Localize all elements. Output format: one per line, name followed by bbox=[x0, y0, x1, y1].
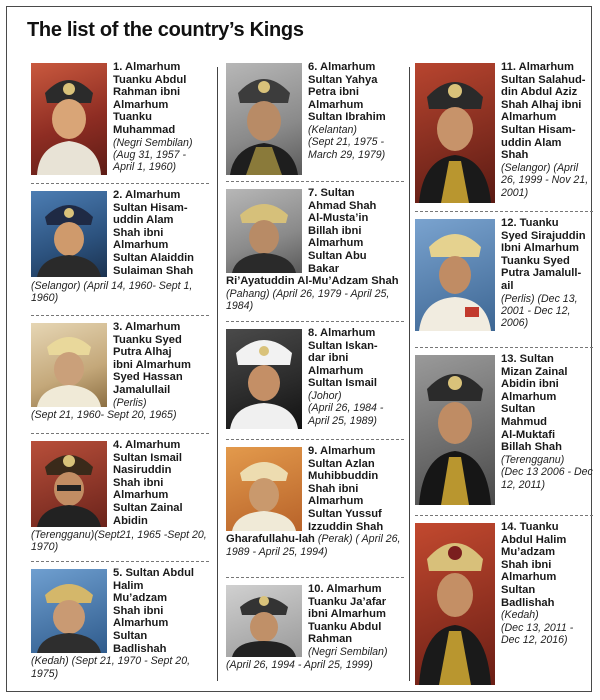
king-portrait-6 bbox=[226, 63, 302, 175]
portrait-illustration bbox=[31, 441, 107, 527]
king-portrait-5 bbox=[31, 569, 107, 653]
king-state: (Johor) bbox=[308, 389, 342, 402]
king-reign-dates: (Dec 13 2006 - Dec 12, 2011) bbox=[501, 466, 593, 491]
entry-divider bbox=[31, 561, 209, 562]
king-reign-dates: (Sept21, 1965 -Sept 20, 1970) bbox=[31, 529, 207, 554]
page-title: The list of the country’s Kings bbox=[27, 19, 304, 41]
king-state: (Negri Sembilan) bbox=[113, 136, 193, 149]
king-entry-13 bbox=[415, 353, 593, 511]
column-divider bbox=[409, 67, 410, 681]
portrait-illustration bbox=[415, 63, 495, 203]
king-entry-10 bbox=[226, 583, 404, 671]
king-portrait-7 bbox=[226, 189, 302, 273]
king-reign-dates: (Aug 31, 1957 - April 1, 1960) bbox=[113, 148, 187, 174]
king-name: 8. Almarhum Sultan Iskan- dar ibni Almarhum Sultan Ismail bbox=[308, 327, 378, 390]
king-reign-dates: (April 26, 1979 - April 25, 1984) bbox=[226, 287, 390, 313]
entry-divider bbox=[31, 183, 209, 184]
entry-divider bbox=[415, 515, 593, 516]
king-name-continued: Ri’Ayatuddin Al-Mu’Adzam Shah bbox=[226, 275, 399, 288]
king-name: 1. Almarhum Tuanku Abdul Rahman ibni Almarhum Tuanku Muhammad bbox=[113, 61, 187, 136]
portrait-illustration bbox=[415, 355, 495, 505]
king-name: 6. Almarhum Sultan Yahya Petra ibni Almarhum Sultan Ibrahim bbox=[308, 61, 386, 124]
king-name: 2. Almarhum Sultan Hisam- uddin Alam Shah ibni Almarhum Sultan Alaiddin Sulaiman Shah bbox=[113, 189, 195, 277]
portrait-illustration bbox=[31, 63, 107, 175]
king-reign-dates: (Sept 21, 1970 - Sept 20, 1975) bbox=[31, 655, 191, 680]
king-reign-dates: (Sept 21, 1975 - March 29, 1979) bbox=[308, 136, 386, 161]
portrait-illustration bbox=[226, 447, 302, 531]
king-name: 7. Sultan Ahmad Shah Al-Musta’in Billah ibni Almarhum Sultan Abu Bakar bbox=[308, 187, 377, 275]
king-portrait-2 bbox=[31, 191, 107, 277]
column-1 bbox=[31, 61, 209, 683]
king-state: (Selangor) bbox=[501, 161, 551, 174]
portrait-illustration bbox=[226, 63, 302, 175]
king-state: (Kelantan) bbox=[308, 123, 357, 136]
king-state: (Negri Sembilan) bbox=[308, 645, 388, 658]
kings-list-panel bbox=[6, 6, 592, 692]
king-reign-dates: (Dec 13, 2001 - Dec 12, 2006) bbox=[501, 292, 578, 330]
entry-divider bbox=[31, 315, 209, 316]
king-entry-4 bbox=[31, 439, 209, 557]
portrait-illustration bbox=[31, 569, 107, 653]
king-reign-dates: (April 26, 1999 - Nov 21, 2001) bbox=[501, 161, 589, 199]
king-entry-2 bbox=[31, 189, 209, 311]
entry-divider bbox=[226, 439, 404, 440]
king-entry-14 bbox=[415, 521, 593, 687]
king-portrait-8 bbox=[226, 329, 302, 429]
king-name: 9. Almarhum Sultan Azlan Muhibbuddin Shah ibni Almarhum Sultan Yussuf Izzuddin Shah bbox=[308, 445, 384, 533]
king-portrait-11 bbox=[415, 63, 495, 203]
king-state: (Perak) bbox=[317, 533, 353, 546]
king-entry-9 bbox=[226, 445, 404, 573]
king-name: 10. Almarhum Tuanku Ja’afar ibni Almarhum Tuanku Abdul Rahman bbox=[308, 583, 387, 646]
king-state: (Terengganu) bbox=[31, 529, 95, 541]
king-name: 14. Tuanku Abdul Halim Mu’adzam Shah ibni Almarhum Sultan Badlishah bbox=[501, 521, 567, 609]
king-entry-5 bbox=[31, 567, 209, 680]
portrait-illustration bbox=[226, 189, 302, 273]
king-entry-6 bbox=[226, 61, 404, 177]
king-name: 11. Almarhum Sultan Salahud- din Abdul Aziz Shah Alhaj ibni Almarhum Sultan Hisam- uddin Alam Shah bbox=[501, 61, 586, 162]
king-name: 4. Almarhum Sultan Ismail Nasiruddin Shah ibni Almarhum Sultan Zainal Abidin bbox=[113, 439, 183, 527]
king-reign-dates: (April 14, 1960- Sept 1, 1960) bbox=[31, 280, 193, 305]
column-2 bbox=[226, 61, 404, 683]
portrait-illustration bbox=[415, 219, 495, 331]
king-reign-dates: (Dec 13, 2011 - Dec 12, 2016) bbox=[501, 621, 574, 646]
king-portrait-12 bbox=[415, 219, 495, 331]
king-state: (Kedah) bbox=[501, 609, 539, 622]
entry-divider bbox=[31, 433, 209, 434]
king-state: (Terengganu) bbox=[501, 453, 565, 466]
king-portrait-13 bbox=[415, 355, 495, 505]
king-portrait-4 bbox=[31, 441, 107, 527]
king-name: 5. Sultan Abdul Halim Mu’adzam Shah ibni Almarhum Sultan Badlishah bbox=[113, 567, 195, 655]
column-divider bbox=[217, 67, 218, 681]
portrait-illustration bbox=[31, 191, 107, 277]
king-reign-dates: (April 26, 1994 - April 25, 1999) bbox=[226, 659, 373, 671]
king-portrait-3 bbox=[31, 323, 107, 407]
king-reign-dates: ( April 26, 1989 - April 25, 1994) bbox=[226, 533, 401, 558]
king-name: 3. Almarhum Tuanku Syed Putra Alhaj ibni Almarhum Syed Hassan Jamalullail bbox=[113, 321, 191, 396]
king-entry-11 bbox=[415, 61, 593, 207]
entry-divider bbox=[226, 321, 404, 322]
king-portrait-10 bbox=[226, 585, 302, 657]
entry-divider bbox=[415, 347, 593, 348]
king-state: (Pahang) bbox=[226, 287, 270, 300]
king-reign-dates: (April 26, 1984 - April 25, 1989) bbox=[308, 402, 384, 427]
king-state: (Perlis) bbox=[501, 292, 535, 305]
king-reign-dates: (Sept 21, 1960- Sept 20, 1965) bbox=[31, 409, 177, 421]
king-portrait-9 bbox=[226, 447, 302, 531]
king-state: (Perlis) bbox=[113, 396, 147, 409]
portrait-illustration bbox=[226, 329, 302, 429]
king-entry-1 bbox=[31, 61, 209, 179]
king-name: 12. Tuanku Syed Sirajuddin Ibni Almarhum Tuanku Syed Putra Jamalull- ail bbox=[501, 217, 586, 292]
king-entry-7 bbox=[226, 187, 404, 317]
king-name: 13. Sultan Mizan Zainal Abidin ibni Almarhum Sultan Mahmud Al-Muktafi Billah Shah bbox=[501, 353, 568, 454]
king-entry-8 bbox=[226, 327, 404, 435]
entry-divider bbox=[226, 181, 404, 182]
portrait-illustration bbox=[226, 585, 302, 657]
entry-divider bbox=[226, 577, 404, 578]
portrait-illustration bbox=[415, 523, 495, 685]
king-state: (Kedah) bbox=[31, 655, 69, 668]
king-entry-3 bbox=[31, 321, 209, 429]
king-entry-12 bbox=[415, 217, 593, 343]
column-3 bbox=[415, 61, 593, 683]
king-state: (Selangor) bbox=[31, 280, 81, 292]
king-name-continued: Gharafullahu-lah bbox=[226, 533, 315, 546]
king-portrait-14 bbox=[415, 523, 495, 685]
portrait-illustration bbox=[31, 323, 107, 407]
king-portrait-1 bbox=[31, 63, 107, 175]
entry-divider bbox=[415, 211, 593, 212]
